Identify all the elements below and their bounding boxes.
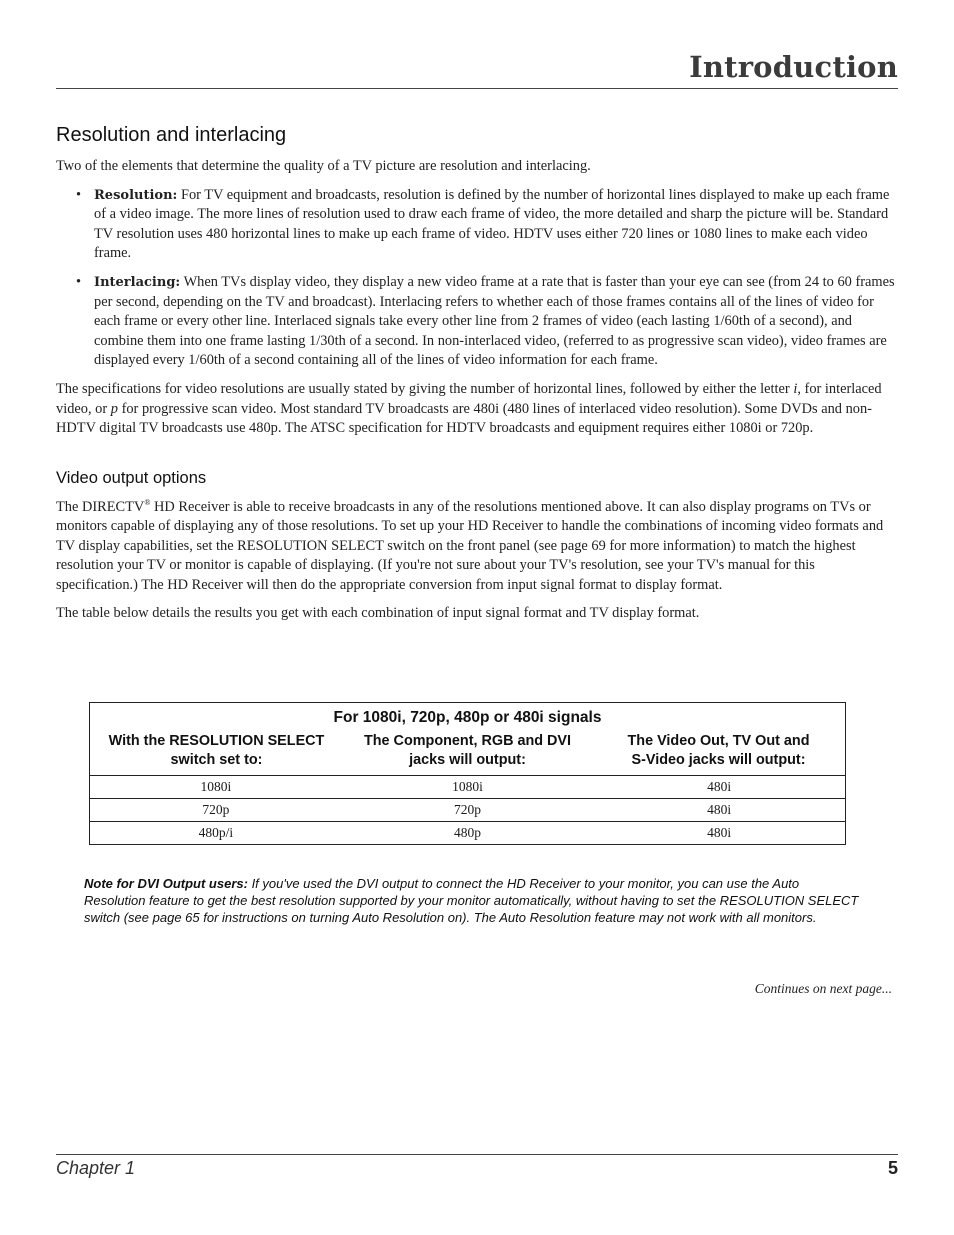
column-header [91,732,342,770]
video-output-paragraph [56,493,898,596]
spec-paragraph [56,380,898,439]
footer-divider [56,1154,898,1155]
table-cell: 1080i [452,779,483,794]
bullet-term: Resolution: [94,187,178,203]
table-intro-paragraph: The table below details the results you get with each combination of input signal format and TV display format. [56,605,700,622]
table-row [90,822,846,845]
section-heading: Resolution and interlacing [56,124,287,146]
chapter-label: Chapter 1 [56,1158,136,1178]
continues-text: Continues on next page... [754,981,892,996]
bullet-term: Interlacing: [94,274,181,290]
note-label: Note for DVI Output users: [84,876,248,891]
section-intro: Two of the elements that determine the quality of a TV picture are resolution and interlacing. [56,158,591,174]
list-item [76,273,898,371]
column-header-line: The Component, RGB and DVI [363,733,572,749]
column-header-line: The Video Out, TV Out and [627,733,810,749]
bullet-text: When TVs display video, they display a new video frame at a rate that is faster than your eye can see (from 24 to 60 frames per second, depending on the TV and broadcast). Interlacing refers to whether each of those frames contains all of the lines of video for each frame or every other line. Interlaced signals take every other line from 2 frames of video (each lasting 1/60th of a second), and combine them into one frame lasting 1/30th of a second. In non-interlaced video, (referred to as progressive scan video), video frames are displayed every 1/60th of a second containing all of the lines of video information for each frame. [94,273,895,369]
spec-letter-p: p [110,400,118,417]
subsection-heading: Video output options [56,468,207,487]
spec-text: for progressive scan video. Most standard TV broadcasts are 480i (480 lines of interlaced video resolution). Some DVDs and non-HDTV digital TV broadcasts use 480p. The ATSC specification for HDTV broadcasts and equipment requires either 1080i or 720p. [56,400,872,437]
table-cell: 480i [707,825,732,840]
column-header-line: With the RESOLUTION SELECT [108,733,325,749]
table-cell: 1080i [200,779,232,794]
bullet-icon: • [76,186,82,203]
column-header-line: switch set to: [170,752,263,768]
table-cell: 480p/i [198,825,234,840]
list-item [76,186,898,264]
column-header-line: jacks will output: [409,752,526,768]
dvi-note [84,875,864,926]
page-number: 5 [887,1158,898,1178]
table-cell: 480p [454,825,481,840]
column-header [593,732,844,770]
spec-text: , for interlaced video, or [56,380,882,417]
bullet-text: For TV equipment and broadcasts, resolution is defined by the number of horizontal lines displayed to make up each frame of a video image. The more lines of resolution used to draw each frame of video, the more detailed and sharp the picture will be. Standard TV resolution uses 480 horizontal lines to make up each frame of video. HDTV uses either 720 lines or 1080 lines to make each video frame. [94,186,890,262]
table-row [90,776,846,799]
bullet-list [56,186,898,371]
main-content [56,124,898,633]
column-header [342,732,593,770]
column-header-line: S-Video jacks will output: [631,752,806,768]
resolution-table [89,702,846,845]
registered-mark: ® [144,497,151,507]
table-row [90,799,846,822]
table-cell: 720p [202,802,230,817]
title-divider [56,88,898,89]
table-header [90,703,846,776]
paragraph-text: HD Receiver is able to receive broadcasts in any of the resolutions mentioned above. It can also display programs on TVs or monitors capable of displaying any of those resolutions. To set up your HD Receiver to handle the combinations of incoming video formats and TV display capabilities, set the RESOLUTION SELECT switch on the front panel (see page 69 for more information) to match the highest resolution your TV or monitor is capable of displaying. (If you're not sure about your TV's resolution, see your TV's manual for this specification.) The HD Receiver will then do the appropriate conversion from input signal format to display format. [56,498,884,593]
spec-letter-i: i [793,380,798,397]
note-text: If you've used the DVI output to connect the HD Receiver to your monitor, you can use the Auto Resolution feature to get the best resolution supported by your monitor automatically, without having to set the RESOLUTION SELECT switch (see page 65 for instructions on turning Auto Resolution on). The Auto Resolution feature may not work with all monitors. [84,876,859,925]
paragraph-text: The DIRECTV [56,498,145,515]
table-cell: 480i [707,802,732,817]
page-title: Introduction [689,50,898,84]
table-cell: 480i [707,779,732,794]
table-title: For 1080i, 720p, 480p or 480i signals [333,709,602,726]
bullet-icon: • [76,273,82,290]
spec-text: The specifications for video resolutions are usually stated by giving the number of horizontal lines, followed by either the letter [56,380,794,397]
table-cell: 720p [454,802,481,817]
